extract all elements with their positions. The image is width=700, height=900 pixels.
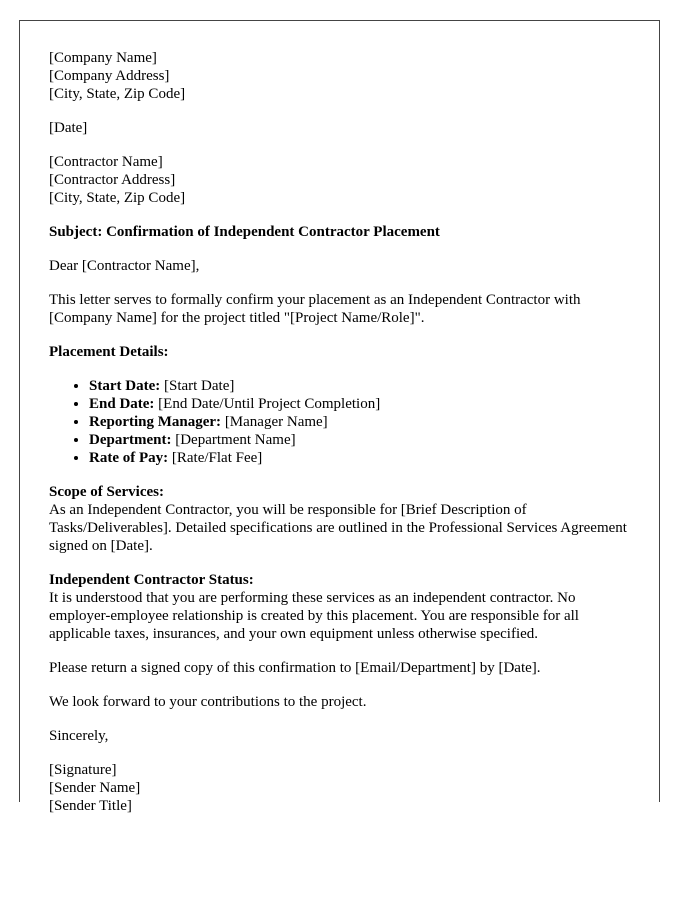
detail-reporting-manager bbox=[89, 413, 639, 431]
recipient-name: [Contractor Name] bbox=[49, 154, 163, 170]
recipient-city-state-zip: [City, State, Zip Code] bbox=[49, 190, 186, 206]
detail-value: [Rate/Flat Fee] bbox=[168, 450, 263, 466]
detail-end-date bbox=[89, 395, 639, 413]
status-heading: Independent Contractor Status: bbox=[49, 572, 254, 588]
detail-label: Rate of Pay: bbox=[89, 450, 169, 466]
placement-details-heading: Placement Details: bbox=[49, 344, 169, 360]
detail-rate-of-pay bbox=[89, 449, 639, 467]
detail-label: Start Date: bbox=[89, 378, 161, 394]
intro-paragraph: This letter serves to formally confirm your placement as an Independent Contractor with [Company Name] for the project titled "[Project Name/Role]". bbox=[49, 292, 581, 326]
scope-text: As an Independent Contractor, you will be responsible for [Brief Description of Tasks/Deliverables]. Detailed specifications are outlined in the Professional Services Agreement signed on [Date]. bbox=[49, 502, 627, 554]
detail-department bbox=[89, 431, 639, 449]
return-request-paragraph: Please return a signed copy of this confirmation to [Email/Department] by [Date]. bbox=[49, 660, 541, 676]
sender-title: [Sender Title] bbox=[49, 798, 132, 814]
placement-details-list bbox=[49, 377, 639, 467]
detail-start-date bbox=[89, 377, 639, 395]
closing-line: We look forward to your contributions to the project. bbox=[49, 694, 367, 710]
detail-value: [Manager Name] bbox=[221, 414, 328, 430]
recipient-address-block bbox=[49, 153, 639, 207]
salutation: Dear [Contractor Name], bbox=[49, 258, 200, 274]
date-text: [Date] bbox=[49, 120, 88, 136]
letter-date bbox=[49, 119, 639, 137]
detail-value: [Start Date] bbox=[160, 378, 235, 394]
signature-block bbox=[49, 761, 639, 815]
sender-company-address: [Company Address] bbox=[49, 68, 170, 84]
status-text: It is understood that you are performing these services as an independent contractor. No employer-employee relationship is created by this placement. You are responsible for all applicable taxes, insurances, and your own equipment unless otherwise specified. bbox=[49, 590, 579, 642]
scope-section bbox=[49, 483, 639, 555]
detail-label: End Date: bbox=[89, 396, 155, 412]
letter-frame bbox=[19, 20, 660, 814]
sender-city-state-zip: [City, State, Zip Code] bbox=[49, 86, 186, 102]
sender-address-block bbox=[49, 49, 639, 103]
letter-content bbox=[49, 49, 639, 831]
sender-name: [Sender Name] bbox=[49, 780, 141, 796]
detail-label: Department: bbox=[89, 432, 172, 448]
detail-value: [End Date/Until Project Completion] bbox=[154, 396, 381, 412]
detail-value: [Department Name] bbox=[171, 432, 296, 448]
subject-line: Subject: Confirmation of Independent Contractor Placement bbox=[49, 224, 440, 240]
detail-label: Reporting Manager: bbox=[89, 414, 222, 430]
status-section bbox=[49, 571, 639, 643]
recipient-address: [Contractor Address] bbox=[49, 172, 176, 188]
sign-off: Sincerely, bbox=[49, 728, 109, 744]
signature-placeholder: [Signature] bbox=[49, 762, 117, 778]
sender-company-name: [Company Name] bbox=[49, 50, 157, 66]
scope-heading: Scope of Services: bbox=[49, 484, 164, 500]
